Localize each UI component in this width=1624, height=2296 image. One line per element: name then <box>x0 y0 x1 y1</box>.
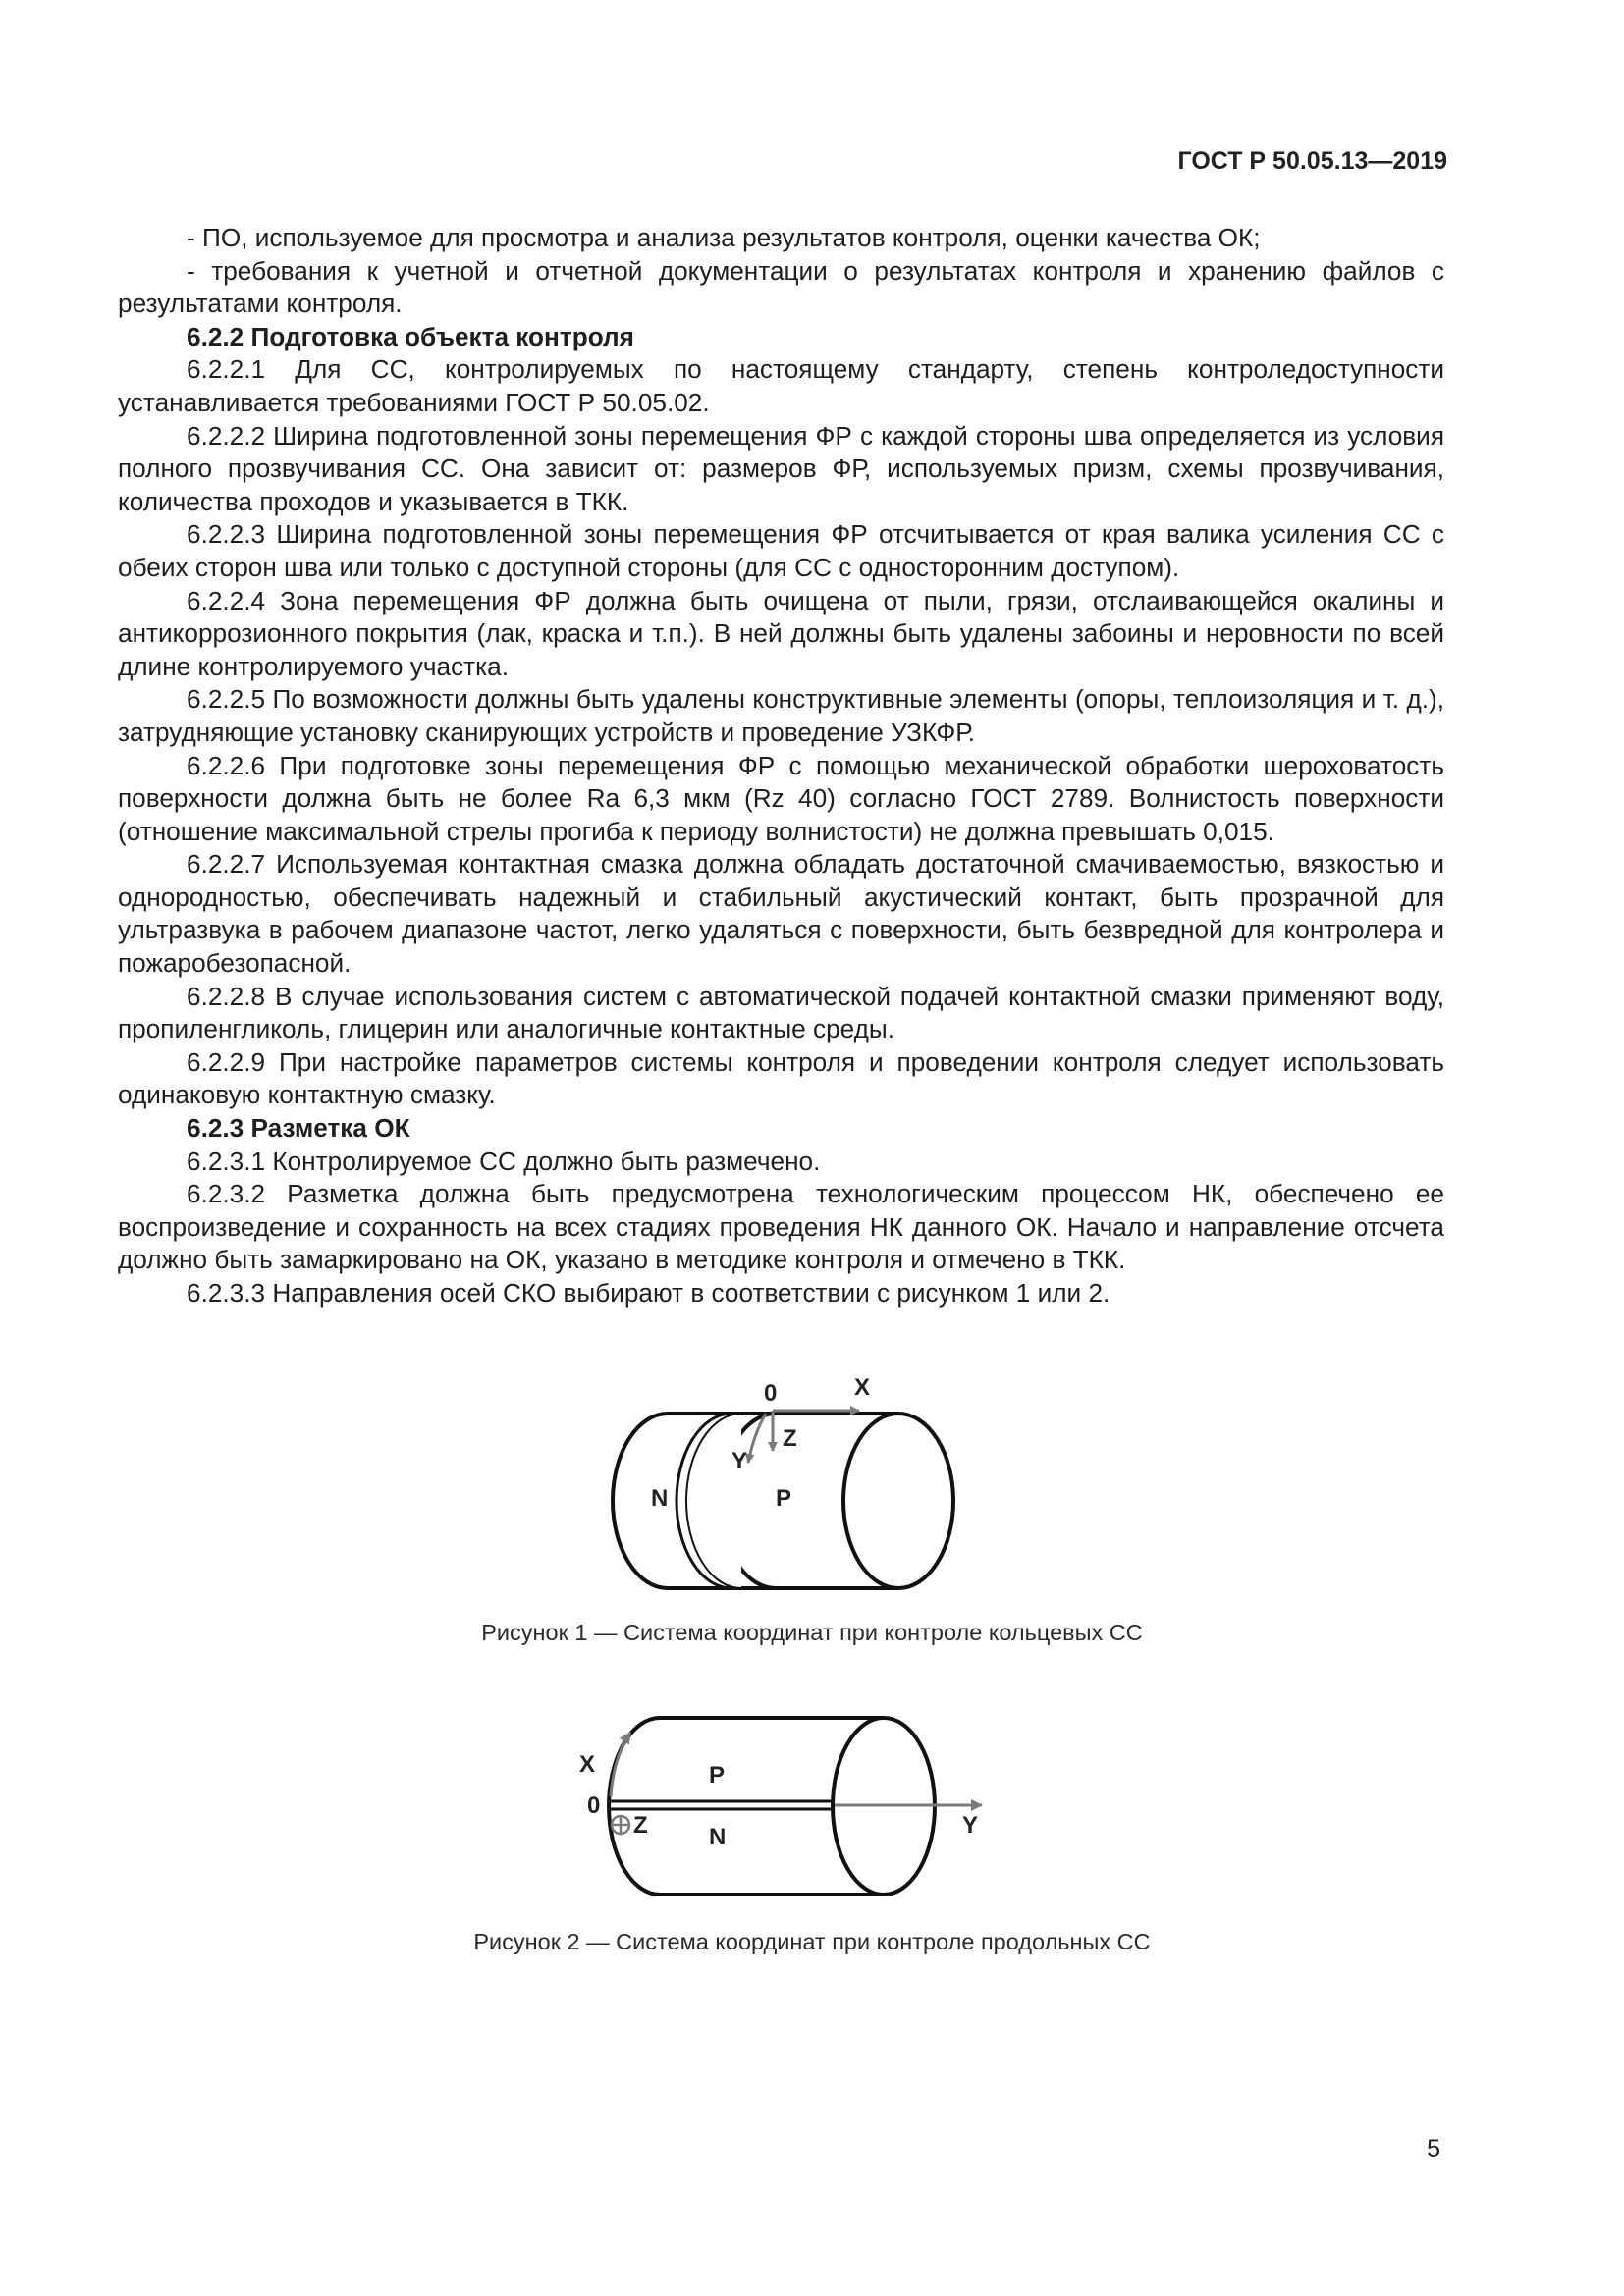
paragraph: 6.2.3.3 Направления осей СКО выбирают в соответствии с рисунком 1 или 2. <box>187 1278 1110 1308</box>
figure-2-diagram <box>0 1703 1624 1914</box>
paragraph: 6.2.2.4 Зона перемещения ФР должна быть очищена от пыли, грязи, отслаивающейся окалины и антикоррозионного покрытия (лак, краска и т.п.). В ней должны быть удалены забоины и неровности по всей длине контролируемого участка. <box>118 585 1444 681</box>
origin-label: 0 <box>764 1380 778 1407</box>
paragraph: 6.2.2.7 Используемая контактная смазка должна обладать достаточной смачиваемостью, вязкостью и однородностью, обеспечивать надежный и стабильный акустический контакт, быть прозрачной для ультразвука в рабочем диапазоне частот, легко удаляться с поверхности, быть безвредной для контролера и пожаробезопасной. <box>118 849 1444 979</box>
paragraph: 6.2.2.8 В случае использования систем с автоматической подачей контактной смазки применяют воду, пропиленгликоль, глицерин или аналогичные контактные среды. <box>118 981 1444 1044</box>
section-heading: 6.2.3 Разметка ОК <box>187 1113 410 1144</box>
z-label: Z <box>633 1812 648 1839</box>
origin-label: 0 <box>587 1792 601 1819</box>
figure-2-caption: Рисунок 2 — Система координат при контроле продольных СС <box>473 1929 1151 1954</box>
figure-1-caption: Рисунок 1 — Система координат при контроле кольцевых СС <box>481 1620 1143 1645</box>
p-label: P <box>776 1485 792 1512</box>
n-label: N <box>651 1485 669 1512</box>
list-item: - ПО, используемое для просмотра и анализа результатов контроля, оценки качества ОК; <box>187 223 1261 252</box>
figure-1 <box>0 1374 1624 1610</box>
paragraph: 6.2.3.2 Разметка должна быть предусмотрена технологическим процессом НК, обеспечено ее воспроизведение и сохранность на всех стадиях проведения НК данного ОК. Начало и направление отсчета должно быть замаркировано на ОК, указано в методике контроля и отмечено в ТКК. <box>118 1179 1444 1275</box>
paragraph: 6.2.2.6 При подготовке зоны перемещения ФР с помощью механической обработки шероховатость поверхности должна быть не более Ra 6,3 мкм (Rz 40) согласно ГОСТ 2789. Волнистость поверхности (отношение максимальной стрелы прогиба к периоду волнистости) не должна превышать 0,015. <box>118 750 1444 846</box>
paragraph: 6.2.2.1 Для СС, контролируемых по настоящему стандарту, степень контроледоступности устанавливается требованиями ГОСТ Р 50.05.02. <box>118 354 1444 417</box>
n-label: N <box>709 1824 727 1850</box>
p-label: P <box>709 1762 726 1789</box>
x-label: X <box>854 1374 871 1401</box>
paragraph: 6.2.3.1 Контролируемое СС должно быть размечено. <box>187 1146 821 1176</box>
z-label: Z <box>783 1425 797 1452</box>
figure-1-diagram <box>0 1374 1624 1610</box>
y-label: Y <box>731 1448 748 1474</box>
figure-2 <box>0 1703 1624 1914</box>
paragraph: 6.2.2.3 Ширина подготовленной зоны перемещения ФР отсчитывается от края валика усиления СС с обеих сторон шва или только с доступной стороны (для СС с односторонним доступом). <box>118 519 1444 582</box>
paragraph: 6.2.2.5 По возможности должны быть удалены конструктивные элементы (опоры, теплоизоляция и т. д.), затрудняющие установку сканирующих устройств и проведение УЗКФР. <box>118 684 1444 747</box>
x-label: X <box>579 1751 596 1778</box>
section-heading: 6.2.2 Подготовка объекта контроля <box>187 321 634 351</box>
page-number: 5 <box>1427 2135 1440 2163</box>
document-header: ГОСТ Р 50.05.13—2019 <box>1177 147 1447 175</box>
list-item: - требования к учетной и отчетной документации о результатах контроля и хранению файлов с результатами контроля. <box>118 255 1444 319</box>
z-axis-symbol <box>612 1816 629 1834</box>
document-body <box>118 222 1444 1310</box>
y-label: Y <box>962 1812 979 1839</box>
paragraph: 6.2.2.2 Ширина подготовленной зоны перемещения ФР с каждой стороны шва определяется из условия полного прозвучивания СС. Она зависит от: размеров ФР, используемых призм, схемы прозвучивания, количества проходов и указывается в ТКК. <box>118 420 1444 516</box>
paragraph: 6.2.2.9 При настройке параметров системы контроля и проведении контроля следует использовать одинаковую контактную смазку. <box>118 1046 1444 1110</box>
